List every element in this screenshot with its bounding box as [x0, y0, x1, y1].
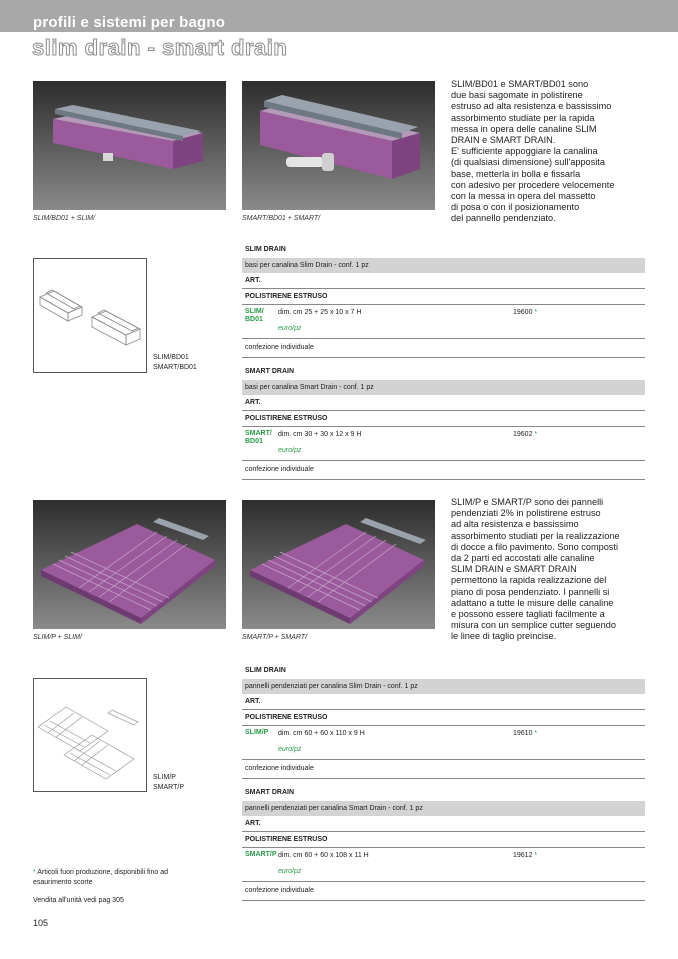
asterisk-icon: *: [33, 869, 36, 876]
caption-smart-p: SMART/P + SMART/: [242, 634, 308, 641]
table-material: POLISTIRENE ESTRUSO: [242, 289, 645, 305]
product-photo-slim-bd01: [33, 81, 226, 210]
description-bases: SLIM/BD01 e SMART/BD01 sono due basi sagomate in polistirene estruso ad alta resistenza e bassissimo assorbimento studiate per la rapida messa in opera delle canaline SLIM DRAIN e SMART DRAIN. E' sufficiente appoggiare la canalina (di qualsiasi dimensione) sull'apposita base, metterla in bolla e fissarla con adesivo per procedere velocemente con la messa in opera del massetto di posa o con il posizionamento del pannello pendenziato.: [451, 79, 615, 224]
table-row: [242, 726, 645, 760]
table-material: POLISTIRENE ESTRUSO: [242, 832, 645, 848]
product-photo-smart-bd01: [242, 81, 435, 210]
page-number: 105: [33, 918, 49, 928]
table-title: SLIM DRAIN: [245, 667, 286, 674]
article-unit: euro/pz: [278, 325, 302, 332]
article-dimensions: dim. cm 25 + 25 x 10 x 7 H: [278, 309, 362, 316]
article-unit: euro/pz: [278, 868, 302, 875]
page-title: slim drain - smart drain: [32, 35, 288, 60]
article-dimensions: dim. cm 60 + 60 x 108 x 11 H: [278, 852, 369, 859]
article-number: 19602 *: [513, 431, 538, 438]
article-dimensions: dim. cm 30 + 30 x 12 x 9 H: [278, 431, 362, 438]
description-panels: SLIM/P e SMART/P sono dei pannelli pendenziati 2% in polistirene estruso ad alta resistenza e bassissimo assorbimento studiati per la realizzazione di docce a filo pavimento. Sono composti da 2 parti ed accostati alle canaline SLIM DRAIN e SMART DRAIN permettono la rapida realizzazione del piano di posa pendenziato. I pannelli si adattano a tutte le misure delle canaline e possono essere tagliati facilmente a misura con un semplice cutter seguendo le linee di taglio preincise.: [451, 497, 620, 642]
table-material: POLISTIRENE ESTRUSO: [242, 710, 645, 726]
caption-slim-p: SLIM/P + SLIM/: [33, 634, 82, 641]
table-title: SLIM DRAIN: [245, 246, 286, 253]
product-photo-slim-p: [33, 500, 226, 629]
unit-sale-note: Vendita all'unità vedi pag 305: [33, 897, 124, 904]
caption-smart-bd01: SMART/BD01 + SMART/: [242, 215, 321, 222]
table-smart-p: [242, 785, 645, 901]
table-art-header: ART.: [242, 273, 645, 289]
article-unit: euro/pz: [278, 447, 302, 454]
table-subtitle: basi per canalina Smart Drain - conf. 1 pz: [242, 380, 645, 395]
table-title: SMART DRAIN: [245, 368, 294, 375]
table-art-header: ART.: [242, 395, 645, 411]
article-number: 19610 *: [513, 730, 538, 737]
article-number: 19600 *: [513, 309, 538, 316]
product-photo-smart-p: [242, 500, 435, 629]
article-code: SMART/ BD01: [245, 430, 272, 445]
caption-slim-bd01: SLIM/BD01 + SLIM/: [33, 215, 96, 222]
article-code: SMART/P: [245, 851, 277, 858]
article-number: 19612 *: [513, 852, 538, 859]
code-label-bases: SLIM/BD01 SMART/BD01: [153, 354, 197, 371]
article-code: SLIM/ BD01: [245, 308, 264, 323]
table-subtitle: basi per canalina Slim Drain - conf. 1 pz: [242, 258, 645, 273]
code-label-panels: SLIM/P SMART/P: [153, 774, 184, 791]
article-code: SLIM/P: [245, 729, 269, 736]
table-slim-p: [242, 663, 645, 779]
article-dimensions: dim. cm 60 + 60 x 110 x 9 H: [278, 730, 365, 737]
table-title: SMART DRAIN: [245, 789, 294, 796]
table-slim-bd01: [242, 242, 645, 358]
table-footer: confezione individuale: [242, 339, 645, 358]
table-row: [242, 848, 645, 882]
table-subtitle: pannelli pendenziati per canalina Smart Drain - conf. 1 pz: [242, 801, 645, 816]
table-row: [242, 427, 645, 461]
table-footer: confezione individuale: [242, 882, 645, 901]
table-row: [242, 305, 645, 339]
table-smart-bd01: [242, 364, 645, 480]
discontinued-note: * Articoli fuori produzione, disponibili fino ad esaurimento scorte: [33, 869, 169, 886]
technical-drawing-bases: [33, 258, 147, 373]
article-unit: euro/pz: [278, 746, 302, 753]
table-material: POLISTIRENE ESTRUSO: [242, 411, 645, 427]
table-footer: confezione individuale: [242, 461, 645, 480]
table-footer: confezione individuale: [242, 760, 645, 779]
section-title: profili e sistemi per bagno: [33, 14, 226, 31]
table-art-header: ART.: [242, 816, 645, 832]
technical-drawing-panels: [33, 678, 147, 792]
table-subtitle: pannelli pendenziati per canalina Slim Drain - conf. 1 pz: [242, 679, 645, 694]
table-art-header: ART.: [242, 694, 645, 710]
